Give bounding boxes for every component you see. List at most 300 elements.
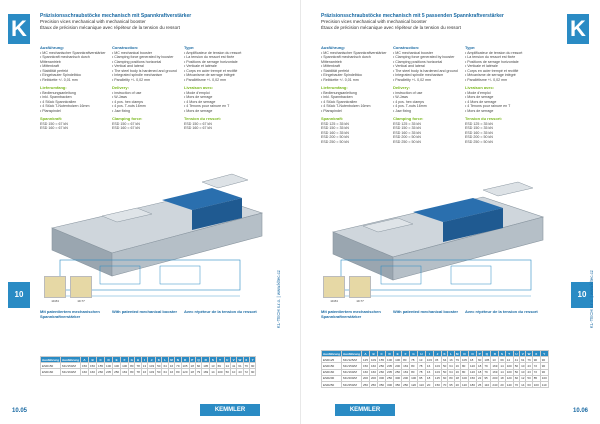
table-cell: 205 [387,363,393,368]
table-cell: 50 [527,376,531,381]
thumbnail-caption: 10.84 [51,299,59,303]
brand-bar: KEMMLER [335,404,395,416]
table-cell: 78 [136,363,140,368]
table-header-cell: V [520,351,526,357]
table-header-cell: P [189,357,195,363]
table-cell: 80 [130,369,134,374]
table-cell: 163 [403,370,409,375]
list-item: • 4 pcs. hex clamps [112,100,180,105]
table-cell: 18 [478,363,482,368]
table-cell: 43 [238,369,242,374]
features-de [321,46,391,144]
title-de: Präzisionsschraubstöcke mechanisch mit 5 passenden Spannkraftverstärker [321,13,504,19]
table-cell: 90 [532,357,540,363]
table-cell: 64 [449,370,453,375]
table-cell: 79 [176,363,180,368]
table-cell: 13 [142,363,147,368]
table-cell: 140 [506,382,512,387]
force-de-heading: Spannkraft: [321,116,344,121]
list-item: • Mors de serrage [465,95,561,100]
table-header-cell: S [499,351,505,357]
kemmler-logo: K [567,14,589,44]
table-cell: 240 [492,382,498,387]
table-cell: 95 [449,382,453,387]
table-cell: 163 [122,369,128,374]
table-cell: 300 [387,382,393,387]
list-item: • Integrated spindle mechanism [112,73,180,78]
table-cell: 125 [434,376,440,381]
list-item: • Amplificateur de tension du ressort [465,51,561,56]
list-item: • 4 Mors de serrage [184,100,274,105]
table-cell: 105 [484,357,490,362]
table-cell: 18 [425,375,433,381]
list-item: • Eingebauter Spindelbloc [40,73,110,78]
list-item: • Eingebauter Spindelbloc [321,73,391,78]
table-header-cell: J [433,351,441,357]
table-cell: 90 [540,357,548,363]
table-cell: 160 [90,369,96,374]
table-cell: 76 [244,363,248,368]
table-cell: 103 [426,357,432,362]
table-cell: 13 [418,357,426,363]
table-cell: 61 [521,357,525,362]
table-cell: 200 [492,376,498,381]
table-cell: 78 [410,357,418,363]
list-item: • La tension du ressort est fixée [184,55,274,60]
table-header-cell: Y [249,357,255,363]
table-cell: 150 [434,382,440,387]
thumbnail-caption: 10.77 [356,299,364,303]
list-item: ESD 160 = 67 kN [40,126,68,130]
table-header-cell: O [181,357,189,363]
table-header-cell: X [532,351,540,357]
list-item: • 4 Mors de serrage [465,100,561,105]
patent-note-en-heading: With patented mechanical booster [112,309,178,314]
table-header-cell: B [89,357,97,363]
table-cell: 90 [540,369,548,375]
table-cell: 160 [363,370,369,375]
list-item: ESD 150 = 35 kN [465,126,493,130]
feature-list [184,51,274,83]
list-item: ESD 200 = 50 kN [465,135,493,139]
list-item: • inkl. Spannbacken [321,95,391,100]
list-item: • Reibkette +/- 0,01 mm [40,78,110,83]
table-cell: 200 [371,376,377,381]
table-header-cell: T [216,357,224,363]
table-cell: 16 [425,363,433,369]
chapter-tab: 10 [571,282,593,308]
patent-note-en [393,310,461,315]
list-item: • 4 Tenons pour rainure en T [465,104,561,109]
feature-list [112,51,180,83]
table-header-cell: R [491,351,499,357]
table-cell: 12 [521,376,525,381]
table-cell: 250 [371,382,377,387]
table-cell: 70 [442,382,447,387]
list-item: • Mécanisme de serrage intégré [465,73,561,78]
list-item: • Mode d'emploi [184,91,274,96]
list-item: • Reibkette +/- 0,01 mm [321,78,391,83]
table-header-cell: C [378,351,386,357]
table-header-cell: A [81,357,89,363]
force-list [321,122,391,145]
table-header-cell: E [394,351,402,357]
table-header-cell: X [243,357,249,363]
table-header-cell: N [175,357,181,363]
list-item: • La tension du ressort est fixée [465,55,561,60]
delivery-list [40,91,110,114]
list-item: • Parallelity +/- 0,02 mm [112,78,180,83]
table-cell: 100 [114,363,120,368]
table-cell: 100 [387,357,393,362]
features-fr-heading: Type: [465,45,476,50]
table-header-cell: B [370,351,378,357]
table-cell: 13 [491,357,499,363]
list-item: • Bedienungsanleitung [40,91,110,96]
table-cell: 14 [505,357,513,363]
list-item: • MC mechanischer Spannkraftverstärker [40,51,110,56]
table-cell: 105 [182,363,188,368]
table-cell: 18 [500,376,504,381]
table-header-cell: S [210,357,216,363]
table-cell: 16 [425,369,433,375]
table-cell: 64 [442,357,447,362]
table-header-cell: D [105,357,113,363]
table-cell: 50 [157,369,161,374]
table-cell: ESD125 [322,357,342,363]
table-cell: 78 [136,369,140,374]
table-cell: 109 [371,357,377,362]
table-cell: 100 [395,357,401,362]
table-cell: 300 [395,376,401,381]
list-item: • Mode d'emploi [465,91,561,96]
list-item: • Clamping positions horizontal [393,60,461,65]
table-header-cell: Q [197,357,200,362]
table-cell: MC/150/M [61,363,81,369]
list-item: • 4 Tenons pour rainure en T [184,104,274,109]
table-cell: MC/125/M [342,357,362,363]
table-cell: 100 [106,363,112,368]
table-cell: 150 [90,363,96,368]
table-cell: 180 [469,382,475,387]
table-cell: 13 [211,363,215,368]
table-row [322,381,549,387]
table-cell: 20 [500,382,504,387]
spec-table [40,356,256,376]
title-de: Präzisionsschraubstöcke mechanisch mit Spannkraftverstärker [40,13,192,19]
table-cell: 60 [478,357,482,362]
list-item: • Corps en acier trempé et rectifié [465,69,561,74]
table-cell: 300 [379,376,385,381]
table-cell: 90 [540,363,548,369]
features-de-heading: Ausführung: [321,45,345,50]
list-item: ESD 150 = 35 kN [393,126,421,130]
force-de-heading: Spannkraft: [40,116,63,121]
patent-note-de-heading: Mit patentiertem mechanischen Spannkraftverstärker [40,309,100,319]
delivery-en-heading: Delivery: [112,85,129,90]
table-header-cell: P [477,351,483,357]
page-title [321,14,504,30]
table-cell: 350 [379,382,385,387]
list-item: • Verticale et latérale [184,64,274,69]
list-item: • The steel body is hardened and ground [393,69,461,74]
table-cell: 120 [506,376,512,381]
table-cell: 64 [163,369,167,374]
table-cell: 78 [418,369,426,375]
brand-bar: KEMMLER [200,404,260,416]
table-cell: 43 [527,363,531,368]
table-cell: 69 [216,363,224,369]
list-item: • Mittenkraft [321,64,391,69]
list-item: • Jaw fixing [112,109,180,114]
force-list [393,122,461,145]
table-cell: ESD250 [322,381,342,387]
table-cell: 16 [455,370,459,375]
table-cell: 150 [82,363,88,368]
list-item: • MC mechanical booster [393,51,461,56]
table-cell: 79 [483,369,491,375]
table-cell: 163 [403,363,409,368]
table-cell: 350 [395,382,401,387]
table-cell: 18 [468,357,476,363]
list-item: • Parallélisme +/- 0,02 mm [184,78,274,83]
table-cell: 100 [411,376,417,381]
table-cell: 100 [533,382,539,387]
table-cell: 260 [379,370,385,375]
force-en-heading: Clamping force: [393,116,424,121]
table-cell: 105 [203,363,209,368]
table-cell: 25 [478,382,482,387]
table-cell: 110 [541,382,547,387]
table-cell: MC/160/M [342,369,362,375]
table-cell: 95 [418,375,426,381]
jaw-thumbnail [323,276,345,298]
table-cell: 18 [478,370,482,375]
table-cell: 160 [82,369,88,374]
table-header-cell: I [141,357,147,363]
feature-list [321,51,391,83]
table-cell: 60 [514,376,519,381]
table-cell: 10 [521,363,525,368]
delivery-de-heading: Lieferumfang: [321,85,348,90]
table-header-cell: H [418,351,426,357]
table-header-cell: O [468,351,476,357]
table-cell: ESD150 [322,363,342,369]
list-item: ESD 150 = 67 kN [112,121,140,126]
patent-note-de [40,310,110,319]
table-header-cell: F [121,357,129,363]
list-item: • inkl. Spannbacken [40,95,110,100]
table-header-cell: K [156,357,162,363]
table-cell: 250 [363,382,369,387]
list-item: ESD 160 = 35 kN [393,130,421,135]
table-cell: 125 [363,357,369,362]
table-cell: 169 [492,370,498,375]
list-item: ESD 160 = 35 kN [465,130,493,135]
table-cell: 20 [455,382,459,387]
features-en [393,46,461,144]
table-cell: 103 [434,370,440,375]
table-header-cell: U [513,351,519,357]
patent-note-en [112,310,180,315]
table-cell: ESD160 [322,369,342,375]
table-cell: 78 [418,363,426,369]
table-cell: 100 [506,363,512,368]
page-number: 10.06 [573,408,589,414]
list-item: • Planspindel [40,109,110,114]
list-item: • W-Jaws [112,95,180,100]
title-fr: Étaux de précision mécanique avec répéteur de la tension du ressort [321,24,461,30]
table-cell: 64 [163,363,167,368]
list-item: • Planspindel [321,109,391,114]
delivery-fr-heading: Livraison avec: [465,85,495,90]
table-cell: 45 [433,357,441,363]
table-header-cell: M [456,351,459,356]
table-cell: 69 [500,357,504,362]
table-header-cell: D [386,351,394,357]
table-header-cell: V [230,357,236,363]
features-de [40,46,110,131]
delivery-list [321,91,391,114]
list-item: • MC mechanischer Spannkraftverstärker [321,51,391,56]
table-header-cell: G [130,357,133,362]
table-header-cell: W [238,357,242,362]
table-cell: 14 [211,369,215,374]
table-cell: 79 [483,363,491,369]
page-title [40,14,191,30]
list-item: • Bedienungsanleitung [321,91,391,96]
list-item: • Mors de serrage [465,109,561,114]
table-cell: MC/200/M [342,375,362,381]
list-item: ESD 125 = 35 kN [393,121,421,126]
table-cell: 160 [371,370,377,375]
table-cell: 80 [449,376,453,381]
list-item: • Clamping positions horizontal [112,60,180,65]
table-header-cell: L [448,351,454,357]
force-list [112,122,180,131]
table-cell: 14 [521,382,525,387]
table-cell: 260 [98,369,104,374]
table-header-cell: G [410,351,418,357]
table-cell: 16 [142,369,147,374]
list-item: • Positions de serrage horizontale [465,60,561,65]
table-cell: 120 [411,382,417,387]
table-cell: 60 [527,382,531,387]
table-cell: 200 [363,376,369,381]
table-cell: 10 [521,370,525,375]
list-item: ESD 160 = 67 kN [184,126,212,130]
table-header-cell: W [527,351,531,356]
table-cell: 80 [410,363,418,369]
list-item: • 4 pcs. hex clamps [393,100,461,105]
list-item: ESD 150 = 67 kN [40,121,68,126]
table-cell: 16 [169,363,174,368]
list-item: • Jaw fixing [393,109,461,114]
list-item: • Stabilität perfekt [321,69,391,74]
table-header-cell: C [97,357,105,363]
sidebar-url: KL-TECH s.r.o. | www.kltec.cz [589,270,594,329]
list-item: ESD 160 = 35 kN [321,130,349,135]
list-item: • 4 Stück T-Nutenbolzen 16mm [40,104,110,109]
table-cell: 250 [395,370,401,375]
kemmler-logo: K [8,14,30,44]
table-cell: 20 [425,381,433,387]
table-cell: 80 [410,369,418,375]
table-cell: 22 [478,376,482,381]
table-cell: 120 [469,370,475,375]
delivery-list [112,91,180,114]
table-cell: 70 [514,382,519,387]
table-cell: 90 [250,363,255,368]
table-cell: 250 [114,369,120,374]
list-item: ESD 200 = 50 kN [321,135,349,139]
thumbnail-caption: 10.84 [330,299,338,303]
table-cell: 60 [196,363,201,368]
table-cell: 100 [506,370,512,375]
table-cell: 72 [532,369,540,375]
force-list [40,122,110,131]
table-header-cell: Q [483,351,491,357]
table-header-cell: Ausführung [62,357,79,362]
list-item: • Mors de serrage [184,109,274,114]
table-cell: 250 [403,382,409,387]
table-cell: MC/250/M [342,381,362,387]
table-header-cell: J [148,357,156,363]
list-item: • instruction of use [393,91,461,96]
table-cell: 169 [203,369,209,374]
list-item: ESD 200 = 50 kN [393,135,421,139]
features-de-heading: Ausführung: [40,45,64,50]
table-header-cell: M [170,357,173,362]
table-cell: 18 [190,369,194,374]
table-cell: 200 [395,363,401,368]
table-header-cell: K [441,351,447,357]
list-item: ESD 125 = 35 kN [321,121,349,126]
jaw-thumbnail [70,276,92,298]
force-list [184,122,274,131]
list-item: • 4 Stück Spannkrallen [40,100,110,105]
patent-note-fr [465,310,561,315]
table-cell: ESD150 [41,363,61,369]
list-item: • Parallélisme +/- 0,02 mm [465,78,561,83]
jaw-thumbnail [349,276,371,298]
list-item: • Stabilität perfekt [40,69,110,74]
table-cell: 14 [225,363,229,368]
table-cell: 64 [449,363,453,368]
table-cell: 150 [363,363,369,368]
table-cell: 80 [460,369,468,375]
table-cell: 50 [442,363,447,368]
list-item: • Verticale et latérale [465,64,561,69]
table-cell: 72 [244,369,248,374]
table-cell: 79 [196,369,201,374]
features-fr [184,46,274,131]
table-cell: 155 [98,363,104,368]
delivery-list [465,91,561,114]
list-item: • Mécanisme de serrage intégré [184,73,274,78]
table-cell: 41 [514,357,519,362]
table-cell: 103 [434,363,440,368]
jaw-thumbnail [44,276,66,298]
list-item: • 4 pcs. T-nuts 16mm [112,104,180,109]
list-item: • 4 pcs. T-nuts 16mm [393,104,461,109]
features-fr [465,46,561,144]
table-cell: 155 [379,357,385,362]
table-cell: MC/150/M [342,363,362,369]
force-en-heading: Clamping force: [112,116,143,121]
table-cell: 120 [461,382,467,387]
table-cell: 150 [469,376,475,381]
